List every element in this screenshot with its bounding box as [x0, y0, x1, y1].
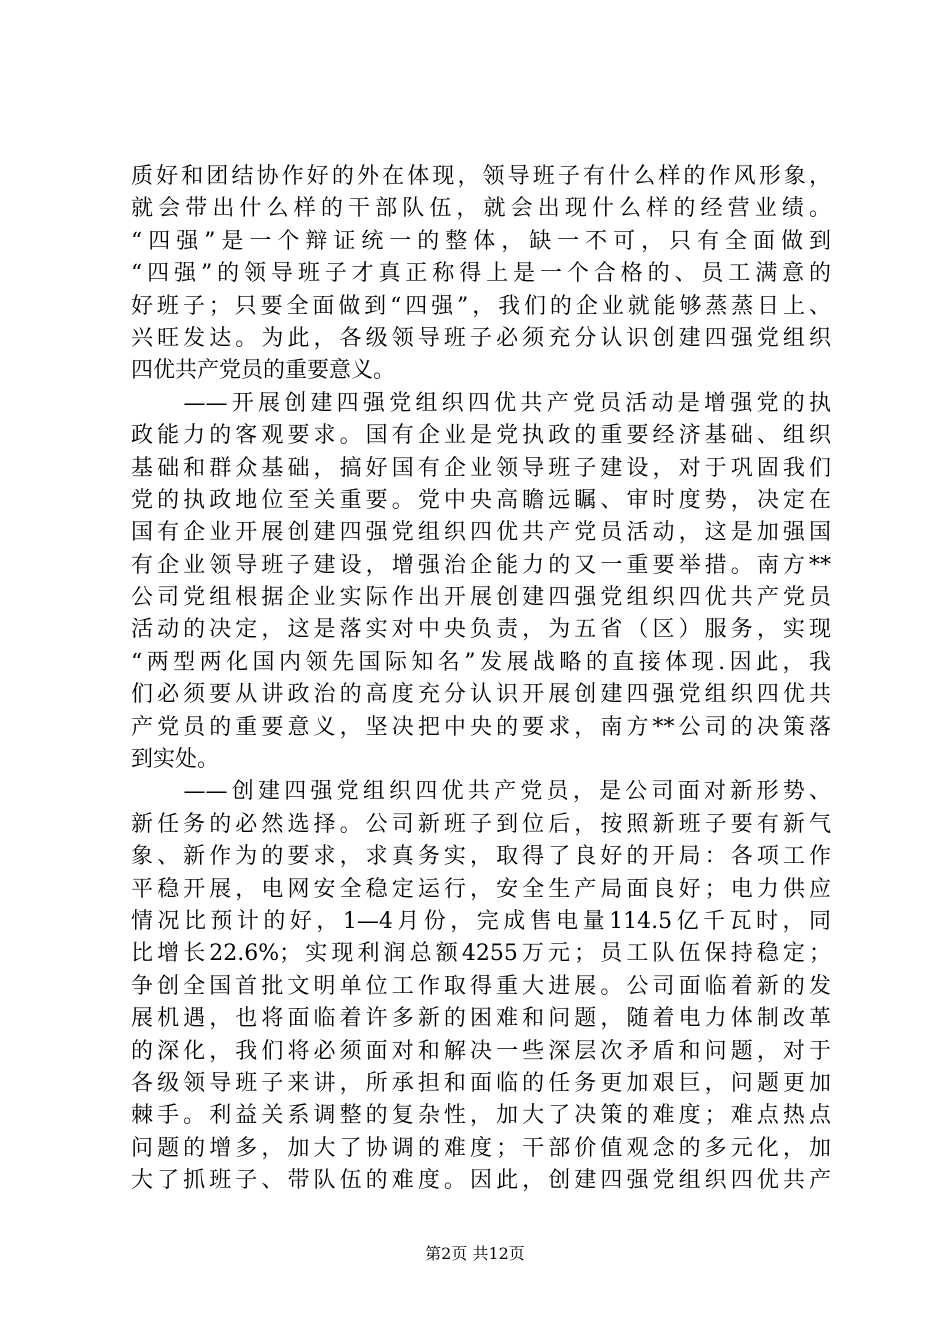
- text-line: 新任务的必然选择。公司新班子到位后，按照新班子要有新气: [131, 811, 831, 837]
- text-line: 国有企业开展创建四强党组织四优共产党员活动，这是加强国: [131, 520, 831, 546]
- text-line: 到实处。: [131, 747, 220, 773]
- text-line: 大了抓班子、带队伍的难度。因此，创建四强党组织四优共产: [131, 1168, 831, 1194]
- text-line: 政能力的客观要求。国有企业是党执政的重要经济基础、组织: [131, 423, 831, 449]
- text-line: 基础和群众基础，搞好国有企业领导班子建设，对于巩固我们: [131, 455, 831, 481]
- text-line: 各级领导班子来讲，所承担和面临的任务更加艰巨，问题更加: [131, 1070, 831, 1096]
- text-line: 有企业领导班子建设，增强治企能力的又一重要举措。南方**: [131, 552, 831, 578]
- text-line: 象、新作为的要求，求真务实，取得了良好的开局：各项工作: [131, 844, 831, 870]
- text-line: 棘手。利益关系调整的复杂性，加大了决策的难度；难点热点: [131, 1103, 831, 1129]
- text-line: “四强”的领导班子才真正称得上是一个合格的、员工满意的: [131, 261, 831, 287]
- text-line: 兴旺发达。为此，各级领导班子必须充分认识创建四强党组织: [131, 325, 831, 351]
- text-line: “两型两化国内领先国际知名”发展战略的直接体现.因此，我: [131, 649, 831, 675]
- text-line: 争创全国首批文明单位工作取得重大进展。公司面临着新的发: [131, 973, 831, 999]
- text-line: 问题的增多，加大了协调的难度；干部价值观念的多元化，加: [131, 1135, 831, 1161]
- text-line: 比增长22.6%；实现利润总额4255万元；员工队伍保持稳定；: [131, 941, 831, 967]
- text-line: 的深化，我们将必须面对和解决一些深层次矛盾和问题，对于: [131, 1038, 831, 1064]
- text-line: 展机遇，也将面临着许多新的困难和问题，随着电力体制改革: [131, 1006, 831, 1032]
- text-line: 质好和团结协作好的外在体现，领导班子有什么样的作风形象，: [131, 164, 831, 189]
- text-line: 好班子；只要全面做到“四强”，我们的企业就能够蒸蒸日上、: [131, 293, 831, 319]
- text-line: 产党员的重要意义，坚决把中央的要求，南方**公司的决策落: [131, 714, 831, 740]
- text-line: 就会带出什么样的干部队伍，就会出现什么样的经营业绩。: [131, 196, 831, 222]
- text-line: ——开展创建四强党组织四优共产党员活动是增强党的执: [131, 390, 831, 416]
- text-line: 公司党组根据企业实际作出开展创建四强党组织四优共产党员: [131, 585, 831, 611]
- text-line: 党的执政地位至关重要。党中央高瞻远瞩、审时度势，决定在: [131, 487, 831, 513]
- text-line: 平稳开展，电网安全稳定运行，安全生产局面良好；电力供应: [131, 876, 831, 902]
- text-line: 情况比预计的好，1—4月份，完成售电量114.5亿千瓦时，同: [131, 908, 831, 934]
- text-line: 们必须要从讲政治的高度充分认识开展创建四强党组织四优共: [131, 682, 831, 708]
- page-footer: 第2页 共12页: [425, 1244, 525, 1263]
- document-body: [131, 161, 831, 1198]
- text-line: ——创建四强党组织四优共产党员，是公司面对新形势、: [131, 779, 831, 805]
- text-line: 活动的决定，这是落实对中央负责，为五省（区）服务，实现: [131, 617, 831, 643]
- text-line: “四强”是一个辩证统一的整体，缺一不可，只有全面做到: [131, 228, 831, 254]
- text-line: 四优共产党员的重要意义。: [131, 358, 396, 384]
